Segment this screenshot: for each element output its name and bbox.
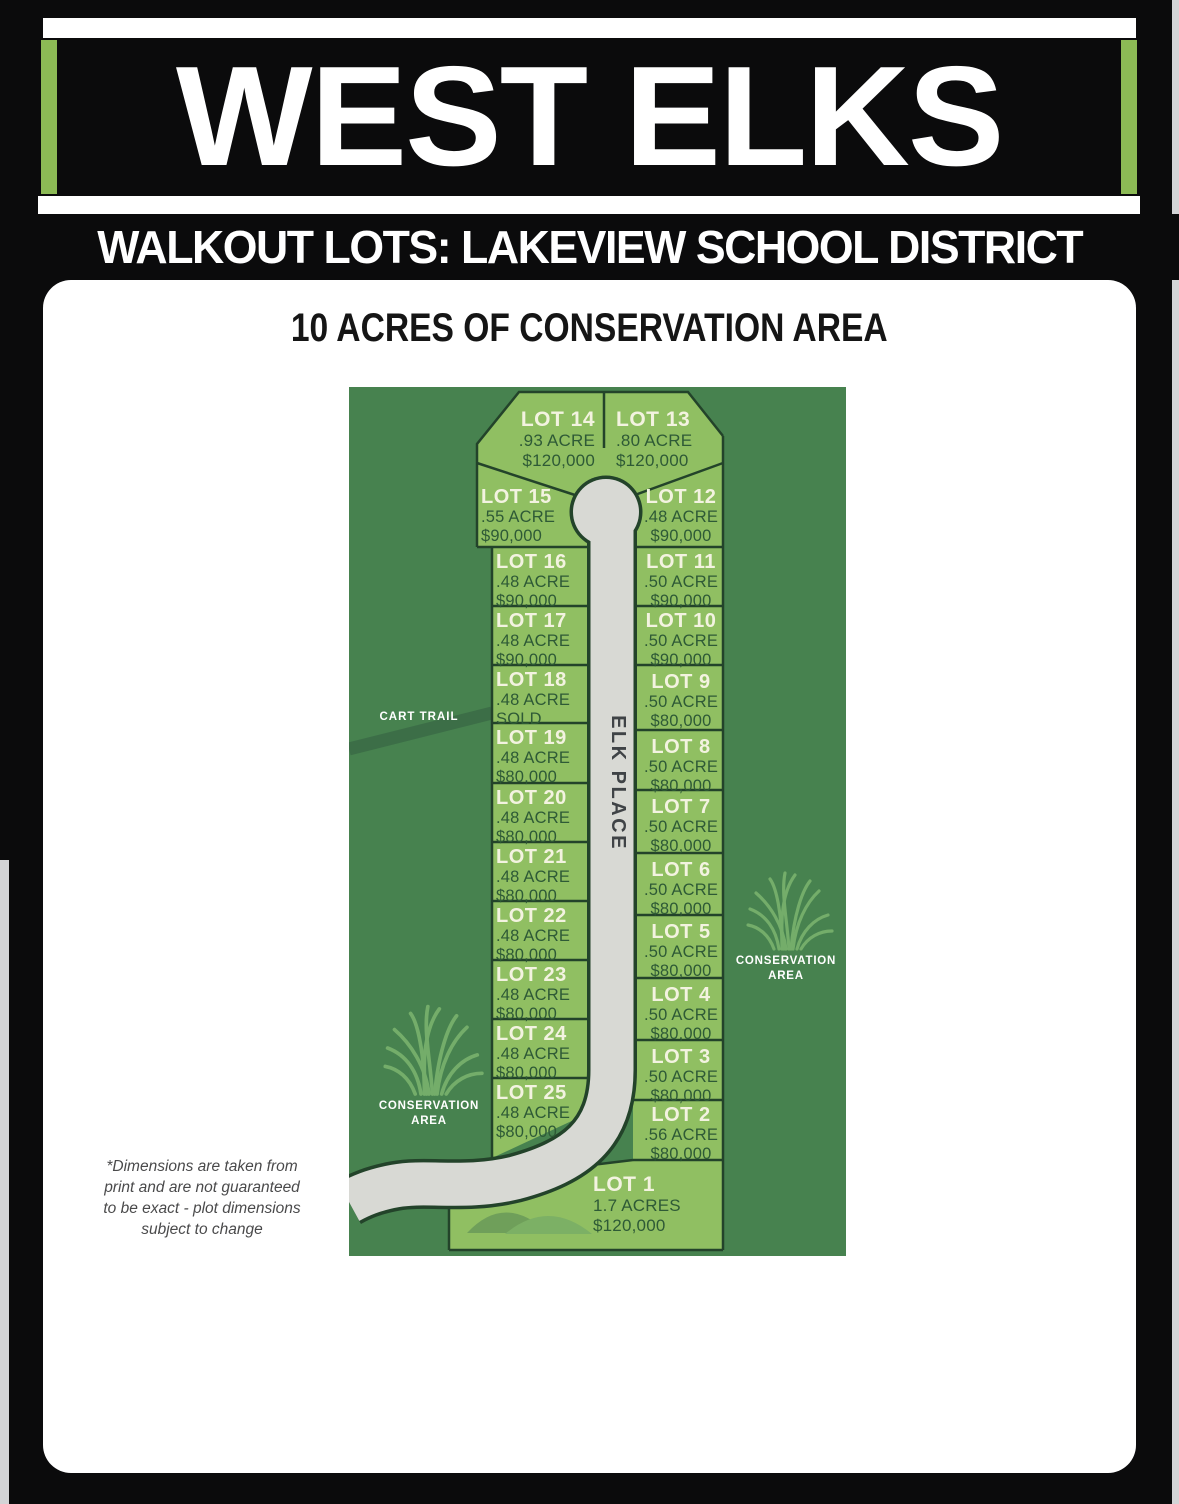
lot-label-18	[496, 669, 590, 728]
header-accent-bar-left	[41, 40, 57, 194]
lot-price: $90,000	[496, 650, 558, 669]
lot-name: LOT 5	[651, 921, 711, 943]
lot-label-1	[593, 1173, 743, 1236]
lot-label-25	[496, 1082, 590, 1141]
header-top-gap	[43, 18, 1136, 38]
lot-name: LOT 7	[651, 796, 711, 818]
lot-price: $80,000	[650, 776, 712, 795]
lot-label-20	[496, 787, 590, 846]
plat-map	[349, 387, 846, 1256]
lot-price: $80,000	[650, 1144, 712, 1163]
lot-acre: .48 ACRE	[496, 1104, 571, 1122]
lot-label-24	[496, 1023, 590, 1082]
lot-name: LOT 18	[496, 669, 567, 691]
lot-name: LOT 4	[651, 984, 711, 1006]
lot-price: $80,000	[650, 961, 712, 980]
lot-label-4	[637, 984, 725, 1043]
lot-label-6	[637, 859, 725, 918]
lot-acre: .50 ACRE	[643, 632, 719, 650]
lot-acre: .48 ACRE	[496, 986, 571, 1004]
lot-name: LOT 8	[651, 736, 711, 758]
lot-name: LOT 25	[496, 1082, 567, 1104]
lot-price: $80,000	[650, 711, 712, 730]
disclaimer	[78, 1156, 326, 1240]
lot-name: LOT 1	[593, 1173, 656, 1196]
lot-acre: .48 ACRE	[496, 809, 571, 827]
lot-name: LOT 17	[496, 610, 567, 632]
lot-label-10	[637, 610, 725, 669]
disclaimer-line: print and are not guaranteed	[104, 1179, 300, 1196]
lot-price: $90,000	[496, 591, 558, 610]
lot-label-23	[496, 964, 590, 1023]
lot-price: $80,000	[650, 899, 712, 918]
lot-acre: .50 ACRE	[643, 693, 719, 711]
lot-acre: .56 ACRE	[643, 1126, 719, 1144]
lot-price: $80,000	[496, 1063, 558, 1082]
lot-acre: .48 ACRE	[496, 927, 571, 945]
subtitle-strip	[0, 214, 1179, 280]
lot-price: $80,000	[496, 886, 558, 905]
lot-name: LOT 6	[651, 859, 711, 881]
lot-label-13	[616, 408, 726, 471]
header-box	[38, 38, 1140, 196]
lot-acre: .50 ACRE	[643, 943, 719, 961]
lot-name: LOT 20	[496, 787, 567, 809]
lot-price: $80,000	[650, 836, 712, 855]
lot-label-8	[637, 736, 725, 795]
lot-price: $90,000	[481, 526, 543, 545]
lot-name: LOT 3	[651, 1046, 711, 1068]
lot-label-9	[637, 671, 725, 730]
lot-name: LOT 23	[496, 964, 567, 986]
lot-price: $80,000	[496, 827, 558, 846]
lot-price: $80,000	[496, 945, 558, 964]
lot-acre: .50 ACRE	[643, 573, 719, 591]
lot-acre: .50 ACRE	[643, 1006, 719, 1024]
svg-text:CONSERVATION: CONSERVATION	[735, 955, 837, 967]
lot-label-3	[637, 1046, 725, 1105]
lot-name: LOT 16	[496, 551, 567, 573]
lot-acre: 1.7 ACRES	[593, 1196, 681, 1215]
lot-name: LOT 19	[496, 727, 567, 749]
lot-price: $120,000	[522, 451, 595, 470]
header-accent-bar-right	[1121, 40, 1137, 194]
lot-label-17	[496, 610, 590, 669]
lot-label-15	[481, 486, 586, 545]
lot-name: LOT 12	[645, 486, 717, 508]
lot-price: $90,000	[650, 650, 712, 669]
lot-acre: .80 ACRE	[616, 431, 693, 450]
road-name-label: ELK PLACE	[607, 715, 629, 851]
left-edge-sliver	[0, 860, 9, 1504]
lot-price: $120,000	[593, 1216, 666, 1235]
lot-name: LOT 14	[520, 408, 595, 431]
lot-acre: .50 ACRE	[643, 881, 719, 899]
map-headline	[43, 306, 1136, 351]
lot-name: LOT 21	[496, 846, 567, 868]
svg-text:AREA: AREA	[768, 970, 804, 982]
cart-trail-label: CART TRAIL	[379, 711, 459, 723]
lot-label-11	[637, 551, 725, 610]
lot-acre: .48 ACRE	[643, 508, 719, 526]
lot-acre: .50 ACRE	[643, 758, 719, 776]
lot-price: $80,000	[650, 1086, 712, 1105]
lot-name: LOT 10	[645, 610, 717, 632]
lot-label-14	[455, 408, 595, 471]
lot-acre: .48 ACRE	[496, 749, 571, 767]
svg-text:AREA: AREA	[411, 1115, 447, 1127]
lot-label-16	[496, 551, 590, 610]
lot-price: $90,000	[650, 591, 712, 610]
lot-price: $80,000	[650, 1024, 712, 1043]
lot-acre: .48 ACRE	[496, 632, 571, 650]
lot-label-19	[496, 727, 590, 786]
disclaimer-line: *Dimensions are taken from	[106, 1158, 298, 1175]
lot-acre: .48 ACRE	[496, 691, 571, 709]
lot-acre: .50 ACRE	[643, 818, 719, 836]
lot-acre: .50 ACRE	[643, 1068, 719, 1086]
lot-acre: .55 ACRE	[481, 508, 556, 526]
lot-name: LOT 2	[651, 1104, 711, 1126]
lot-label-2	[637, 1104, 725, 1163]
lot-name: LOT 13	[616, 408, 691, 431]
page-title: WEST ELKS	[175, 37, 1003, 196]
subtitle-text: WALKOUT LOTS: LAKEVIEW SCHOOL DISTRICT	[96, 221, 1082, 273]
header-bottom-gap	[38, 196, 1140, 214]
lot-name: LOT 9	[651, 671, 711, 693]
lot-price: $90,000	[650, 526, 712, 545]
lot-acre: .48 ACRE	[496, 573, 571, 591]
lot-acre: .93 ACRE	[518, 431, 595, 450]
lot-label-7	[637, 796, 725, 855]
lot-price: $80,000	[496, 1122, 558, 1141]
lot-price: $120,000	[616, 451, 689, 470]
lot-acre: .48 ACRE	[496, 1045, 571, 1063]
lot-name: LOT 24	[496, 1023, 567, 1045]
lot-label-22	[496, 905, 590, 964]
lot-label-12	[637, 486, 725, 545]
disclaimer-line: to be exact - plot dimensions	[103, 1200, 301, 1217]
lot-acre: .48 ACRE	[496, 868, 571, 886]
lot-name: LOT 15	[481, 486, 552, 508]
lot-name: LOT 11	[646, 551, 716, 573]
lot-name: LOT 22	[496, 905, 567, 927]
lot-price: $80,000	[496, 767, 558, 786]
svg-text:CONSERVATION: CONSERVATION	[378, 1100, 480, 1112]
lot-price: $80,000	[496, 1004, 558, 1023]
lot-status: SOLD	[496, 709, 542, 728]
lot-label-21	[496, 846, 590, 905]
map-headline-text: 10 ACRES OF CONSERVATION AREA	[291, 306, 888, 350]
lot-label-5	[637, 921, 725, 980]
disclaimer-line: subject to change	[141, 1221, 263, 1238]
